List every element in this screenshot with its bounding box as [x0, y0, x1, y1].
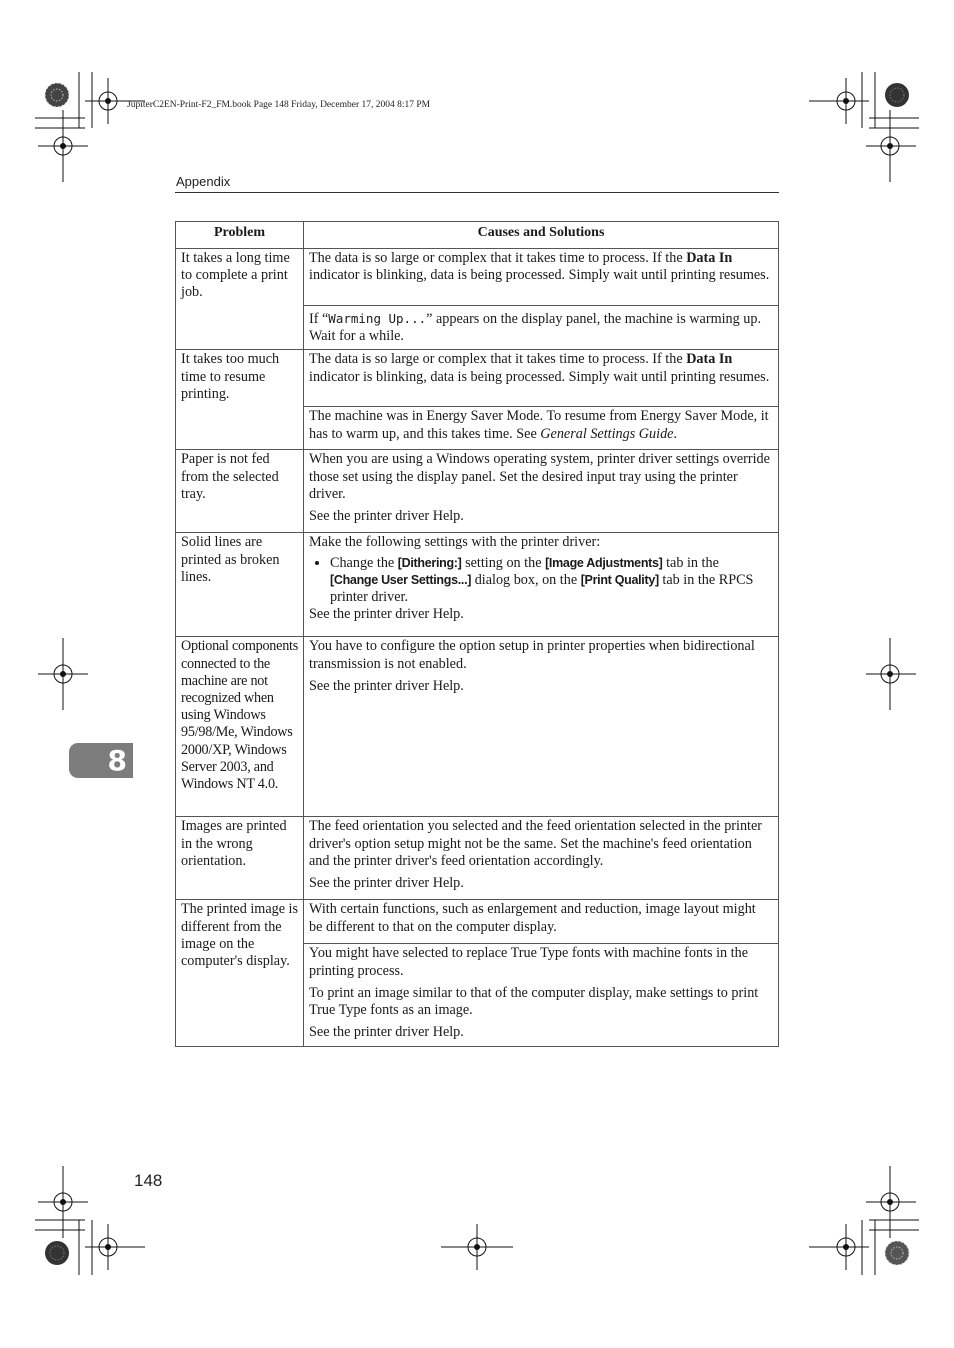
table-row: [176, 350, 779, 407]
list-item: • Change the [Dithering:] setting on the [Image Adjustments] tab in the [Change User Settings...] dialog box, on the [Print Quality] tab in the RPCS printer driver.: [330, 555, 770, 607]
column-header-problem: Problem: [176, 222, 304, 249]
troubleshooting-table: [175, 221, 779, 1047]
solution-cell: The machine was in Energy Saver Mode. To resume from Energy Saver Mode, it has to warm up, and this takes time. See General Settings Guide.: [304, 407, 779, 450]
solution-cell: The data is so large or complex that it takes time to process. If the Data In indicator is blinking, data is being processed. Simply wait until printing resumes.: [304, 249, 779, 306]
table-row: [176, 450, 779, 533]
table-row: [176, 533, 779, 637]
print-info-line: JupiterC2EN-Print-F2_FM.book Page 148 Friday, December 17, 2004 8:17 PM: [127, 100, 431, 110]
problem-cell: The printed image is different from the image on the computer's display.: [176, 900, 304, 1047]
solution-cell: If “Warming Up...” appears on the display panel, the machine is warming up. Wait for a while.: [304, 306, 779, 350]
chapter-number: 8: [107, 744, 127, 777]
solution-cell: With certain functions, such as enlargement and reduction, image layout might be different to that on the computer display.: [304, 900, 779, 944]
table-row: [176, 900, 779, 944]
solution-cell: The data is so large or complex that it takes time to process. If the Data In indicator is blinking, data is being processed. Simply wait until printing resumes.: [304, 350, 779, 407]
solution-cell: You have to configure the option setup in printer properties when bidirectional transmission is not enabled. See the printer driver Help.: [304, 637, 779, 817]
column-header-solutions: Causes and Solutions: [304, 222, 779, 249]
solution-cell: Make the following settings with the printer driver: • Change the [Dithering:] setting on the [Image Adjustments] tab in the [Change User Settings...] dialog box, on the [Print Quality] tab in the RPCS printer driver. See the printer driver Help.: [304, 533, 779, 637]
problem-cell: It takes too much time to resume printing.: [176, 350, 304, 450]
problem-cell: Paper is not fed from the selected tray.: [176, 450, 304, 533]
bullet-list: [309, 555, 770, 607]
problem-cell: Images are printed in the wrong orientation.: [176, 817, 304, 900]
solution-cell: When you are using a Windows operating system, printer driver settings override those set using the display panel. Set the desired input tray using the printer driver. See the printer driver Help.: [304, 450, 779, 533]
problem-cell: Solid lines are printed as broken lines.: [176, 533, 304, 637]
problem-cell: Optional components connected to the machine are not recognized when using Windows 95/98/Me, Windows 2000/XP, Windows Server 2003, and Windows NT 4.0.: [176, 637, 304, 817]
header-rule: [175, 192, 779, 193]
table-row: [176, 817, 779, 900]
page-number: 148: [134, 1171, 163, 1190]
section-header: Appendix: [176, 174, 231, 189]
problem-cell: It takes a long time to complete a print job.: [176, 249, 304, 350]
table-row: [176, 249, 779, 306]
table-row: [176, 637, 779, 817]
solution-cell: The feed orientation you selected and the feed orientation selected in the printer driver's option setup might not be the same. Set the machine's feed orientation and the printer driver's feed orientation accordingly. See the printer driver Help.: [304, 817, 779, 900]
table-header-row: [176, 222, 779, 249]
solution-cell: You might have selected to replace True Type fonts with machine fonts in the printing process. To print an image similar to that of the computer display, make settings to print True Type fonts as an image. See the printer driver Help.: [304, 944, 779, 1047]
chapter-tab: [69, 743, 133, 778]
